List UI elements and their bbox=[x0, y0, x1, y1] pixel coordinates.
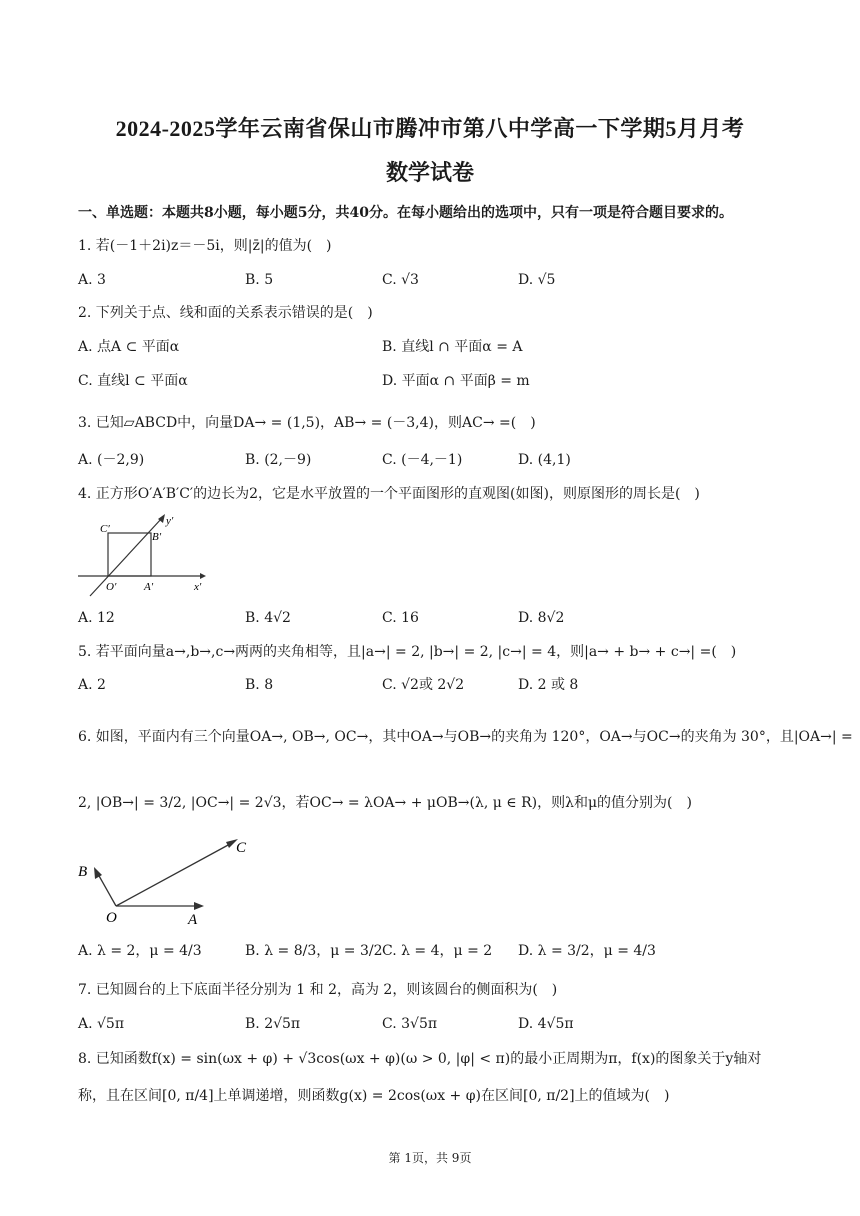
question-5-option-a: A. 2 bbox=[78, 677, 106, 693]
vector-ob bbox=[98, 874, 116, 906]
question-4-option-c: C. 16 bbox=[382, 610, 419, 626]
vector-oc bbox=[116, 844, 230, 906]
label-o: O bbox=[106, 910, 117, 926]
question-4-stem: 4. 正方形O′A′B′C′的边长为2，它是水平放置的一个平面图形的直观图(如图)，则原图形的周长是( ) bbox=[78, 486, 700, 502]
question-7-option-d: D. 4√5π bbox=[518, 1016, 574, 1032]
label-b: B′ bbox=[152, 531, 162, 543]
question-6-option-d: D. λ = 3/2，μ = 4/3 bbox=[518, 943, 656, 959]
question-2-stem: 2. 下列关于点、线和面的关系表示错误的是( ) bbox=[78, 305, 373, 321]
question-5-option-b: B. 8 bbox=[245, 677, 274, 693]
question-4-option-a: A. 12 bbox=[78, 610, 115, 626]
question-6-option-a: A. λ = 2，μ = 4/3 bbox=[78, 943, 202, 959]
question-4-option-b: B. 4√2 bbox=[245, 610, 291, 626]
question-3-option-d: D. (4,1) bbox=[518, 452, 571, 468]
label-c: C bbox=[236, 840, 247, 856]
question-6-stem-line2: 2, |OB→| = 3/2, |OC→| = 2√3，若OC→ = λOA→ + μOB→(λ, μ ∈ R)，则λ和μ的值分别为( ) bbox=[78, 795, 692, 811]
question-6-figure bbox=[76, 834, 256, 930]
question-2-option-a: A. 点A ⊂ 平面α bbox=[78, 339, 180, 355]
label-c: C′ bbox=[100, 523, 110, 535]
question-6-option-b: B. λ = 8/3，μ = 3/2 bbox=[245, 943, 383, 959]
label-a: A′ bbox=[144, 581, 154, 593]
label-x: x′ bbox=[194, 581, 202, 593]
page-title: 2024-2025学年云南省保山市腾冲市第八中学高一下学期5月月考 bbox=[115, 116, 745, 141]
question-7-option-b: B. 2√5π bbox=[245, 1016, 301, 1032]
question-1-option-b: B. 5 bbox=[245, 272, 274, 288]
question-1-stem: 1. 若(－1＋2i)z＝－5i，则|z̄|的值为( ) bbox=[78, 238, 332, 254]
page-subtitle: 数学试卷 bbox=[385, 160, 474, 185]
x-axis-arrow bbox=[200, 573, 206, 579]
label-y: y′ bbox=[166, 515, 174, 527]
question-4-figure bbox=[76, 510, 208, 598]
question-3-option-c: C. (－4,－1) bbox=[382, 452, 463, 468]
question-3-option-b: B. (2,－9) bbox=[245, 452, 312, 468]
vector-ob-arrow bbox=[94, 867, 102, 879]
label-o: O′ bbox=[106, 581, 117, 593]
page-footer: 第 1页，共 9页 bbox=[388, 1151, 472, 1165]
question-2-option-c: C. 直线l ⊂ 平面α bbox=[78, 373, 188, 389]
section-heading: 一、单选题：本题共8小题，每小题5分，共40分。在每小题给出的选项中，只有一项是符合题目要求的。 bbox=[78, 205, 733, 221]
question-2-option-b: B. 直线l ∩ 平面α = A bbox=[382, 339, 523, 355]
question-5-option-d: D. 2 或 8 bbox=[518, 677, 579, 693]
question-7-stem: 7. 已知圆台的上下底面半径分别为 1 和 2，高为 2，则该圆台的侧面积为( ) bbox=[78, 982, 558, 998]
question-5-option-c: C. √2或 2√2 bbox=[382, 677, 465, 693]
question-3-stem: 3. 已知▱ABCD中，向量DA→ = (1,5)，AB→ = (－3,4)，则AC→ =( ) bbox=[78, 415, 536, 431]
question-7-option-c: C. 3√5π bbox=[382, 1016, 438, 1032]
question-2-option-d: D. 平面α ∩ 平面β = m bbox=[382, 373, 530, 389]
question-8-stem-line1: 8. 已知函数f(x) = sin(ωx + φ) + √3cos(ωx + φ)(ω > 0, |φ| < π)的最小正周期为π，f(x)的图象关于y轴对 bbox=[78, 1051, 762, 1067]
label-a: A bbox=[188, 912, 198, 928]
label-b: B bbox=[78, 864, 88, 880]
vector-oa-arrow bbox=[194, 902, 204, 910]
question-1-option-d: D. √5 bbox=[518, 272, 556, 288]
question-4-option-d: D. 8√2 bbox=[518, 610, 565, 626]
question-1-option-a: A. 3 bbox=[78, 272, 106, 288]
question-7-option-a: A. √5π bbox=[78, 1016, 125, 1032]
question-1-option-c: C. √3 bbox=[382, 272, 419, 288]
question-6-option-c: C. λ = 4，μ = 2 bbox=[382, 943, 493, 959]
question-5-stem: 5. 若平面向量a→,b→,c→两两的夹角相等，且|a→| = 2, |b→| = 2, |c→| = 4，则|a→ + b→ + c→| =( ) bbox=[78, 644, 737, 660]
question-3-option-a: A. (－2,9) bbox=[78, 452, 145, 468]
question-8-stem-line2: 称，且在区间[0, π/4]上单调递增，则函数g(x) = 2cos(ωx + φ)在区间[0, π/2]上的值域为( ) bbox=[78, 1088, 670, 1104]
question-6-stem-line1: 6. 如图，平面内有三个向量OA→, OB→, OC→，其中OA→与OB→的夹角为 120°，OA→与OC→的夹角为 30°，且|OA→| = bbox=[78, 729, 853, 745]
